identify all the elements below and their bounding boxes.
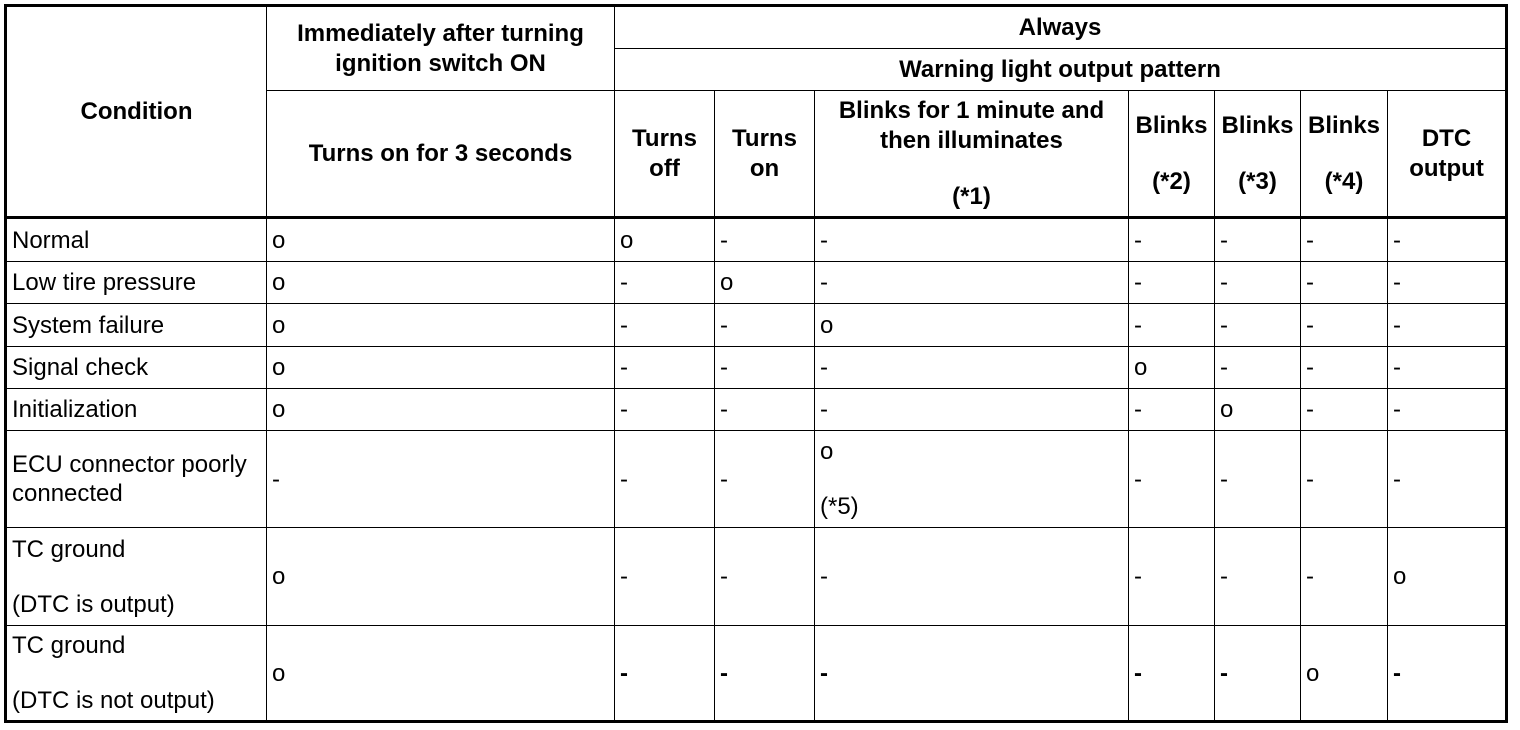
initialization-dtc-output-cell: - [1388, 389, 1505, 431]
low-tire-pressure-turns-off-cell: - [615, 262, 715, 304]
signal-check-blinks-4-cell: - [1301, 347, 1388, 389]
initialization-ignition-on-cell: o [267, 389, 615, 431]
warning-light-condition-table [4, 4, 1508, 723]
header-blinks-4-note: (*4) [1324, 167, 1364, 195]
tc-ground-dtc-output-blinks-4-cell: - [1301, 528, 1388, 626]
ecu-connector-blinks-3-cell: - [1215, 431, 1301, 528]
header-blinks-2 [1129, 91, 1215, 219]
system-failure-turns-off-cell: - [615, 304, 715, 347]
normal-turns-on-cell: - [715, 219, 815, 262]
tc-ground-dtc-not-output-dtc-output-cell: - [1393, 659, 1401, 687]
tc-ground-dtc-output-blinks-1min-cell: - [815, 528, 1129, 626]
ecu-connector-blinks-1min-cell [815, 431, 1129, 528]
initialization-turns-off-cell: - [615, 389, 715, 431]
normal-blinks-1min-cell: - [815, 219, 1129, 262]
tc-ground-dtc-output-condition-note: (DTC is output) [12, 590, 175, 618]
ecu-connector-blinks-1min-mark: o [820, 438, 834, 465]
tc-ground-dtc-output-blinks-3-cell: - [1215, 528, 1301, 626]
ecu-connector-blinks-2-cell: - [1129, 431, 1215, 528]
signal-check-blinks-3-cell: - [1215, 347, 1301, 389]
signal-check-blinks-2-cell: o [1129, 347, 1215, 389]
tc-ground-dtc-not-output-blinks-3-cell: - [1215, 626, 1301, 720]
tc-ground-dtc-output-blinks-2-cell: - [1129, 528, 1215, 626]
ecu-connector-ignition-on-cell: - [267, 431, 615, 528]
header-turns-on: Turns on [715, 91, 815, 219]
ecu-connector-turns-on-cell: - [715, 431, 815, 528]
tc-ground-dtc-not-output-blinks-4-cell: o [1301, 626, 1388, 720]
low-tire-pressure-blinks-4-cell: - [1301, 262, 1388, 304]
header-condition: Condition [7, 7, 267, 219]
low-tire-pressure-ignition-on-cell: o [267, 262, 615, 304]
tc-ground-dtc-output-condition-label: TC ground [12, 535, 126, 563]
low-tire-pressure-condition-cell: Low tire pressure [7, 262, 267, 304]
system-failure-blinks-2-cell: - [1129, 304, 1215, 347]
low-tire-pressure-blinks-3-cell: - [1215, 262, 1301, 304]
header-blinks-4 [1301, 91, 1388, 219]
low-tire-pressure-blinks-2-cell: - [1129, 262, 1215, 304]
tc-ground-dtc-output-turns-on-cell: - [715, 528, 815, 626]
tc-ground-dtc-not-output-blinks-1min-cell: - [815, 626, 1129, 720]
normal-ignition-on-cell: o [267, 219, 615, 262]
system-failure-blinks-3-cell: - [1215, 304, 1301, 347]
normal-blinks-2-cell: - [1129, 219, 1215, 262]
tc-ground-dtc-not-output-turns-off-cell: - [615, 626, 715, 720]
ecu-connector-blinks-4-cell: - [1301, 431, 1388, 528]
ecu-connector-condition-cell: ECU connector poorly connected [7, 431, 267, 528]
normal-dtc-output-cell: - [1388, 219, 1505, 262]
system-failure-blinks-4-cell: - [1301, 304, 1388, 347]
header-blinks-2-note: (*2) [1152, 167, 1191, 195]
header-blinks-2-label: Blinks [1135, 111, 1208, 139]
initialization-condition-cell: Initialization [7, 389, 267, 431]
tc-ground-dtc-not-output-condition-note: (DTC is not output) [12, 687, 215, 714]
header-blinks-3 [1215, 91, 1301, 219]
tc-ground-dtc-not-output-blinks-2-cell: - [1129, 626, 1215, 720]
normal-blinks-3-cell: - [1215, 219, 1301, 262]
signal-check-dtc-output-cell: - [1388, 347, 1505, 389]
tc-ground-dtc-output-ignition-on-cell: o [267, 528, 615, 626]
low-tire-pressure-blinks-1min-cell: - [815, 262, 1129, 304]
system-failure-ignition-on-cell: o [267, 304, 615, 347]
initialization-blinks-3-cell: o [1215, 389, 1301, 431]
header-blinks-3-note: (*3) [1238, 167, 1277, 195]
system-failure-turns-on-cell: - [715, 304, 815, 347]
initialization-blinks-4-cell: - [1301, 389, 1388, 431]
tc-ground-dtc-output-turns-off-cell: - [615, 528, 715, 626]
ecu-connector-blinks-1min-note: (*5) [820, 493, 859, 520]
initialization-blinks-1min-cell: - [815, 389, 1129, 431]
signal-check-turns-on-cell: - [715, 347, 815, 389]
tc-ground-dtc-not-output-condition-label: TC ground [12, 632, 126, 659]
initialization-turns-on-cell: - [715, 389, 815, 431]
header-blinks-1-minute-label: Blinks for 1 minute and then illuminates [838, 96, 1105, 154]
low-tire-pressure-turns-on-cell: o [715, 262, 815, 304]
tc-ground-dtc-output-dtc-output-cell: o [1388, 528, 1505, 626]
low-tire-pressure-dtc-output-cell: - [1388, 262, 1505, 304]
header-immediately-after-ignition-on: Immediately after turning ignition switch ON [267, 7, 615, 91]
signal-check-turns-off-cell: - [615, 347, 715, 389]
normal-blinks-4-cell: - [1301, 219, 1388, 262]
signal-check-condition-cell: Signal check [7, 347, 267, 389]
header-warning-light-output-pattern: Warning light output pattern [615, 49, 1505, 91]
tc-ground-dtc-output-condition-cell [7, 528, 267, 626]
ecu-connector-turns-off-cell: - [615, 431, 715, 528]
header-blinks-1-minute [815, 91, 1129, 219]
signal-check-ignition-on-cell: o [267, 347, 615, 389]
initialization-blinks-2-cell: - [1129, 389, 1215, 431]
system-failure-blinks-1min-cell: o [815, 304, 1129, 347]
header-turns-off: Turns off [615, 91, 715, 219]
header-blinks-4-label: Blinks [1307, 111, 1381, 139]
normal-condition-cell: Normal [7, 219, 267, 262]
ecu-connector-dtc-output-cell: - [1388, 431, 1505, 528]
header-turns-on-3-seconds: Turns on for 3 seconds [267, 91, 615, 219]
header-always: Always [615, 7, 1505, 49]
header-blinks-3-label: Blinks [1221, 111, 1294, 139]
system-failure-condition-cell: System failure [7, 304, 267, 347]
tc-ground-dtc-not-output-turns-on-cell: - [715, 626, 815, 720]
signal-check-blinks-1min-cell: - [815, 347, 1129, 389]
header-blinks-1-minute-note: (*1) [952, 182, 991, 210]
tc-ground-dtc-not-output-condition-cell [7, 626, 267, 720]
normal-turns-off-cell: o [615, 219, 715, 262]
header-dtc-output: DTC output [1388, 91, 1505, 219]
system-failure-dtc-output-cell: - [1388, 304, 1505, 347]
tc-ground-dtc-not-output-ignition-on-cell: o [267, 626, 615, 720]
